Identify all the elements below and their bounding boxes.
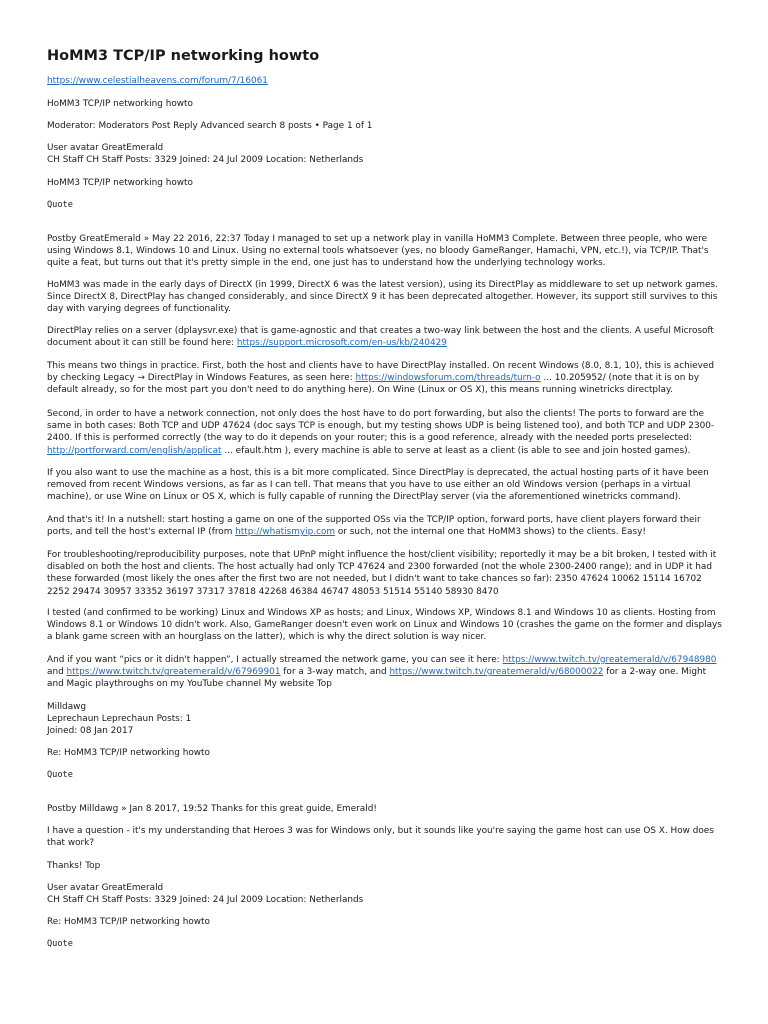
twitch-link-1[interactable]: https://www.twitch.tv/greatemerald/v/67948980 (502, 655, 717, 665)
post-subject: Re: HoMM3 TCP/IP networking howto (47, 748, 210, 758)
paragraph-text: ... 10.205952/ (note that it is on by default already, so for the most part you don't need to do anything here). On Wine (Linux or OS X), this means running winetricks directplay. (47, 373, 700, 396)
post-paragraph (47, 654, 723, 691)
paragraph-text: Second, in order to have a network connection, not only does the host have to do port forwarding, but also the clients! The ports to forward are the same in both cases: Both TCP and UDP 47624 (doc says TCP is enough, but my testing shows UDP is being listened too), and both TCP and UDP 2300-2400. If this is performed correctly (the way to do it depends on your router; this is a good reference, already with the needed ports preselected: (47, 409, 715, 444)
paragraph-text: or such, not the internal one that HoMM3 shows) to the clients. Easy! (335, 527, 646, 538)
quote-button[interactable]: Quote (47, 770, 73, 780)
post-paragraph (47, 408, 723, 457)
paragraph-text: for a 2-way one. Might and Magic playthroughs on my YouTube channel My website Top (47, 667, 707, 690)
paragraph-text: for a 3-way match, and (280, 667, 390, 678)
post-paragraph: HoMM3 was made in the early days of DirectX (in 1999, DirectX 6 was the latest version), using its DirectPlay as middleware to set up network games. Since DirectX 8, DirectPlay has changed considerably, and since DirectX 9 it has been deprecated altogether. However, its support still survives to this day with varying degrees of functionality. (47, 280, 718, 315)
twitch-link-3[interactable]: https://www.twitch.tv/greatemerald/v/68000022 (389, 667, 604, 678)
quote-button[interactable]: Quote (47, 939, 73, 949)
post-paragraph: I tested (and confirmed to be working) Linux and Windows XP as hosts; and Linux, Windows XP, Windows 8.1 and Windows 10 as clients. Hosting from Windows 8.1 or Windows 10 didn't work. Also, GameRanger doesn't even work on Linux and Windows 10 (crashes the game on the former and displays a blank game screen with an hourglass on the latter), which is why the direct solution is way nicer. (47, 608, 722, 643)
post-author-meta: Leprechaun Leprechaun Posts: 1 (47, 714, 192, 724)
post-subject: Re: HoMM3 TCP/IP networking howto (47, 917, 210, 927)
post-author-joined: Joined: 08 Jan 2017 (47, 726, 134, 736)
post-paragraph: I have a question - it's my understanding that Heroes 3 was for Windows only, but it sounds like you're saying the game host can use OS X. How does that work? (47, 826, 714, 849)
paragraph-text: and (47, 667, 67, 678)
post-author: User avatar GreatEmerald (47, 883, 164, 893)
windowsforum-link[interactable]: https://windowsforum.com/threads/turn-o (355, 373, 541, 384)
paragraph-text: ... efault.htm ), every machine is able to serve at least as a client (is able to see and join hosted games). (221, 445, 691, 456)
microsoft-kb-link[interactable]: https://support.microsoft.com/en-us/kb/240429 (236, 338, 447, 349)
post-paragraph: Thanks! Top (47, 861, 101, 871)
post-paragraph (47, 360, 723, 397)
paragraph-text: And if you want “pics or it didn't happen”, I actually streamed the network game, you can see it here: (47, 655, 503, 665)
paragraph-text: And that's it! In a nutshell: start hosting a game on one of the supported OSs via the TCP/IP option, forward ports, have client players forward their ports, and tell the host's external IP (from (47, 515, 701, 538)
forum-nav-line: Moderator: Moderators Post Reply Advanced search 8 posts • Page 1 of 1 (47, 121, 373, 131)
post-paragraph (47, 514, 723, 538)
portforward-link[interactable]: http://portforward.com/english/applicat (47, 445, 222, 456)
post-paragraph: Postby GreatEmerald » May 22 2016, 22:37 Today I managed to set up a network play in vanilla HoMM3 Complete. Between three people, who were using Windows 8.1, Windows 10 and Linux. Using no external tools whatsoever (yes, no bloody GameRanger, Hamachi, VPN, etc.!), via TCP/IP. That's quite a feat, but turns out that it's pretty simple in the end, one just has to understand how the underlying technology works. (47, 234, 709, 269)
post-author-meta: CH Staff CH Staff Posts: 3329 Joined: 24 Jul 2009 Location: Netherlands (47, 155, 364, 165)
page-title: HoMM3 TCP/IP networking howto (47, 48, 320, 64)
source-link[interactable]: https://www.celestialheavens.com/forum/7/16061 (47, 76, 268, 86)
post-subject: HoMM3 TCP/IP networking howto (47, 178, 193, 188)
twitch-link-2[interactable]: https://www.twitch.tv/greatemerald/v/67969901 (66, 667, 281, 678)
whatismyip-link[interactable]: http://whatismyip.com (235, 527, 336, 538)
post-author-meta: CH Staff CH Staff Posts: 3329 Joined: 24 Jul 2009 Location: Netherlands (47, 895, 364, 905)
post-author: Milldawg (47, 702, 87, 712)
post-author: User avatar GreatEmerald (47, 143, 164, 153)
post-paragraph: For troubleshooting/reproducibility purposes, note that UPnP might influence the host/client visibility; reportedly it may be a bit broken, I tested with it disabled on both the host and clients. The host actually had only TCP 47624 and 2300 forwarded (not the whole 2300-2400 range); and in UDP it had these forwarded (most likely the ones after the first two are not needed, but I didn't want to take chances so far): 2350 47624 10062 15114 16702 2252 29474 30957 33352 36197 37317 37818 42268 46384 46747 48053 51514 55140 58930 8470 (47, 550, 717, 597)
paragraph-text: DirectPlay relies on a server (dplaysvr.exe) that is game-agnostic and that creates a two-way link between the host and the clients. A useful Microsoft document about it can still be found here: (47, 326, 714, 349)
quote-button[interactable]: Quote (47, 200, 73, 210)
post-paragraph: Postby Milldawg » Jan 8 2017, 19:52 Thanks for this great guide, Emerald! (47, 804, 377, 814)
post-paragraph (47, 325, 723, 349)
post-paragraph: If you also want to use the machine as a host, this is a bit more complicated. Since DirectPlay is deprecated, the actual hosting parts of it have been removed from recent Windows versions, as far as I can tell. That means that you have to use either an old Windows version (perhaps in a virtual machine), or use Wine on Linux or OS X, which is fully capable of running the DirectPlay server (via the aforementioned winetricks command). (47, 468, 709, 503)
paragraph-text: This means two things in practice. First, both the host and clients have to have DirectPlay installed. On recent Windows (8.0, 8.1, 10), this is achieved by checking Legacy → DirectPlay in Windows Features, as seen here: (47, 361, 714, 384)
topic-title: HoMM3 TCP/IP networking howto (47, 99, 193, 109)
